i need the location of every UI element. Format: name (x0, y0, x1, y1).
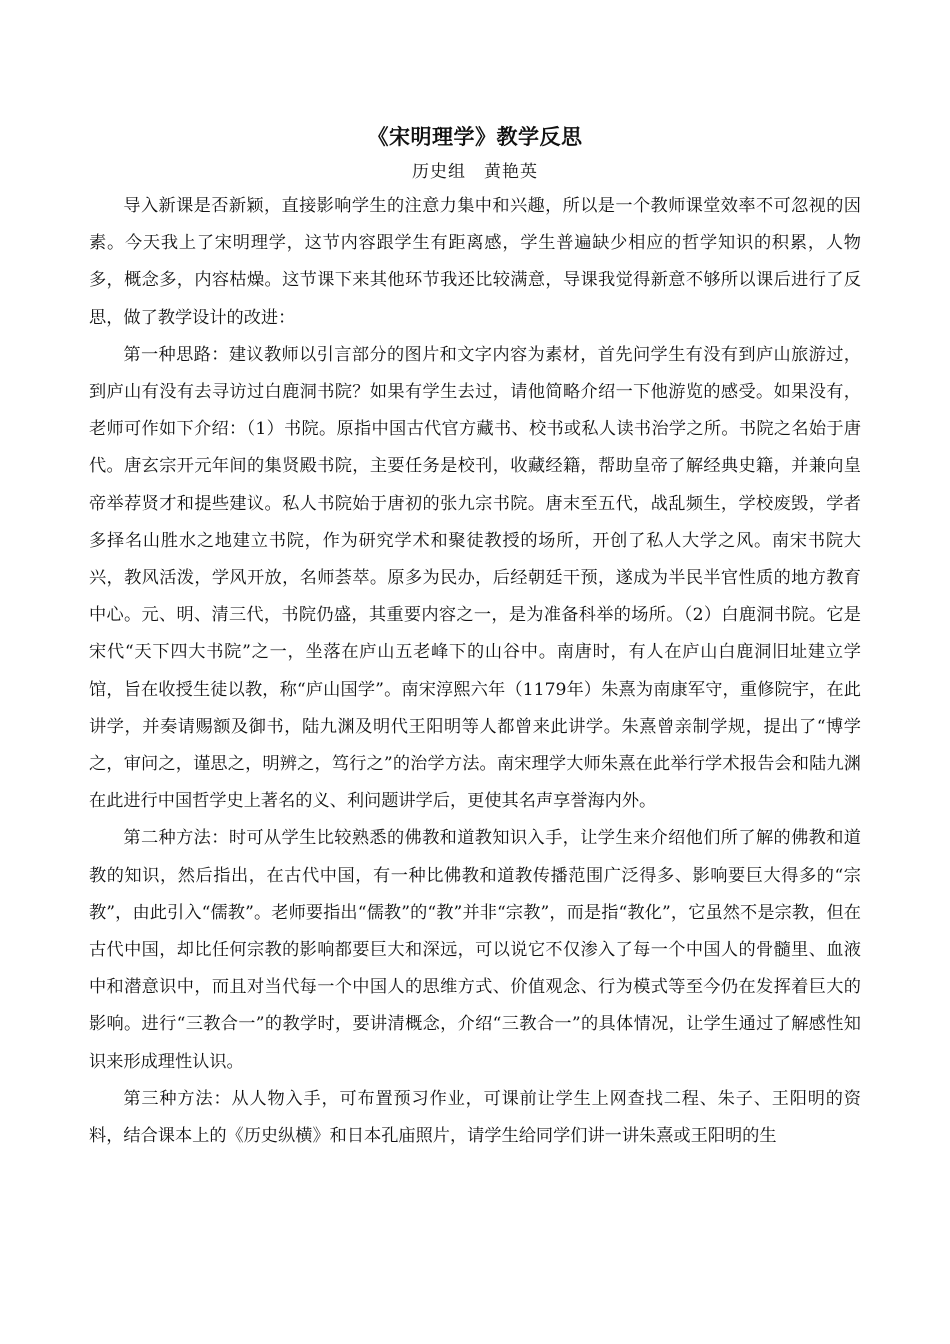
paragraph-intro: 导入新课是否新颖，直接影响学生的注意力集中和兴趣，所以是一个教师课堂效率不可忽视的因素。今天我上了宋明理学，这节内容跟学生有距离感，学生普遍缺少相应的哲学知识的积累，人物多，概念多，内容枯燥。这节课下来其他环节我还比较满意，导课我觉得新意不够所以课后进行了反思，做了教学设计的改进： (89, 196, 861, 328)
paragraph-method-2: 第二种方法：时可从学生比较熟悉的佛教和道教知识入手，让学生来介绍他们所了解的佛教和道教的知识，然后指出，在古代中国，有一种比佛教和道教传播范围广泛得多、影响要巨大得多的“宗教”，由此引入“儒教”。老师要指出“儒教”的“教”并非“宗教”，而是指“教化”，它虽然不是宗教，但在古代中国，却比任何宗教的影响都要巨大和深远，可以说它不仅渗入了每一个中国人的骨髓里、血液中和潜意识中，而且对当代每一个中国人的思维方式、价值观念、行为模式等至今仍在发挥着巨大的影响。进行“三教合一”的教学时，要讲清概念，介绍“三教合一”的具体情况，让学生通过了解感性知识来形成理性认识。 (89, 828, 861, 1072)
author-name: 黄艳英 (484, 162, 538, 182)
paragraph-method-1: 第一种思路：建议教师以引言部分的图片和文字内容为素材，首先问学生有没有到庐山旅游过，到庐山有没有去寻访过白鹿洞书院？如果有学生去过，请他简略介绍一下他游览的感受。如果没有，老师可作如下介绍：（1）书院。原指中国古代官方藏书、校书或私人读书治学之所。书院之名始于唐代。唐玄宗开元年间的集贤殿书院，主要任务是校刊，收藏经籍，帮助皇帝了解经典史籍，并兼向皇帝举荐贤才和提些建议。私人书院始于唐初的张九宗书院。唐末至五代，战乱频生，学校废毁，学者多择名山胜水之地建立书院，作为研究学术和聚徒教授的场所，开创了私人大学之风。南宋书院大兴，教风活泼，学风开放，名师荟萃。原多为民办，后经朝廷干预，遂成为半民半官性质的地方教育中心。元、明、清三代，书院仍盛，其重要内容之一，是为准备科举的场所。（2）白鹿洞书院。它是宋代“天下四大书院”之一，坐落在庐山五老峰下的山谷中。南唐时，有人在庐山白鹿洞旧址建立学馆，旨在收授生徒以教，称“庐山国学”。南宋淳熙六年（1179年）朱熹为南康军守，重修院宇，在此讲学，并奏请赐额及御书，陆九渊及明代王阳明等人都曾来此讲学。朱熹曾亲制学规，提出了“博学之，审问之，谨思之，明辨之，笃行之”的治学方法。南宋理学大师朱熹在此举行学术报告会和陆九渊在此进行中国哲学史上著名的义、利问题讲学后，更使其名声享誉海内外。 (89, 344, 861, 812)
document-title: 《宋明理学》教学反思 (367, 124, 583, 149)
author-line (89, 158, 861, 186)
document-page (89, 120, 861, 1155)
author-group: 历史组 (412, 162, 466, 182)
paragraph-method-3: 第三种方法：从人物入手，可布置预习作业，可课前让学生上网查找二程、朱子、王阳明的资料，结合课本上的《历史纵横》和日本孔庙照片，请学生给同学们讲一讲朱熹或王阳明的生 (89, 1088, 861, 1147)
